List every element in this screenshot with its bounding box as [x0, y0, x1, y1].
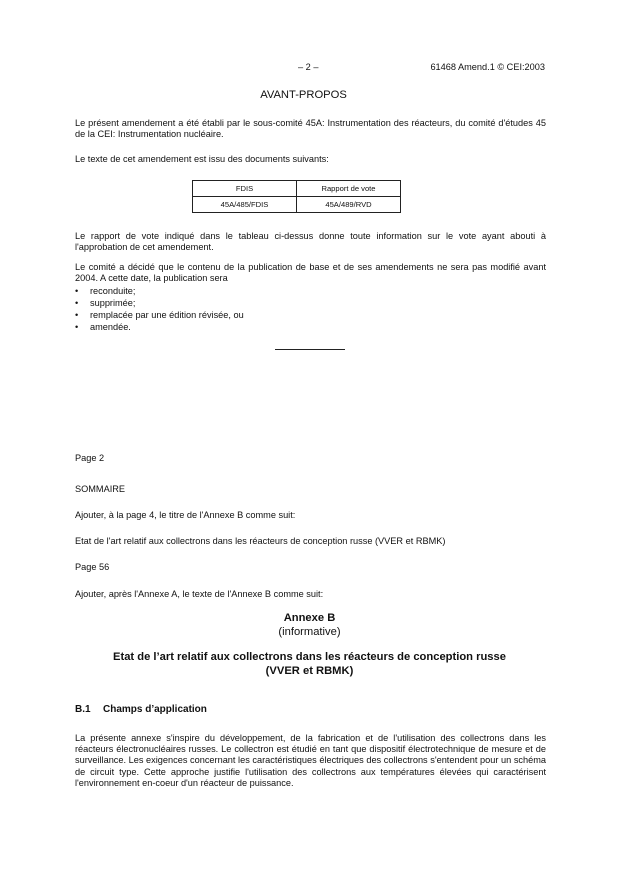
annex-title-entry: Etat de l'art relatif aux collectrons dans les réacteurs de conception russe (VVER et RBMK) [75, 536, 446, 546]
voting-documents-table [192, 180, 401, 213]
bullet-icon: • [75, 298, 79, 308]
table-header: Rapport de vote [297, 181, 401, 197]
section-number: B.1 [75, 704, 91, 715]
table-row [193, 197, 401, 213]
section-title: Champs d’application [103, 704, 207, 715]
annex-type: (informative) [278, 626, 341, 638]
table-cell: 45A/485/FDIS [193, 197, 297, 213]
list-item-text: supprimée; [90, 298, 136, 308]
list-item-text: reconduite; [90, 286, 136, 296]
list-item [75, 322, 131, 332]
table-header: FDIS [193, 181, 297, 197]
page-number: – 2 – [298, 62, 319, 72]
list-item [75, 298, 135, 308]
list-item-text: remplacée par une édition révisée, ou [90, 310, 244, 320]
table-cell: 45A/489/RVD [297, 197, 401, 213]
section-heading [75, 704, 207, 715]
table-header-row [193, 181, 401, 197]
add-title-instruction: Ajouter, à la page 4, le titre de l'Annexe B comme suit: [75, 510, 296, 520]
foreword-paragraph-3: Le rapport de vote indiqué dans le tableau ci-dessus donne toute information sur le vote ayant abouti à l'approbation de cet amendement. [75, 231, 546, 253]
separator-rule [275, 349, 345, 350]
annex-title-line-1: Etat de l’art relatif aux collectrons dans les réacteurs de conception russe [113, 651, 506, 663]
sommaire-heading: SOMMAIRE [75, 484, 126, 494]
bullet-icon: • [75, 310, 79, 320]
add-text-instruction: Ajouter, après l'Annexe A, le texte de l'Annexe B comme suit: [75, 589, 324, 599]
document-reference: 61468 Amend.1 © CEI:2003 [430, 62, 545, 72]
foreword-paragraph-2: Le texte de cet amendement est issu des documents suivants: [75, 154, 329, 164]
annex-title-line-2: (VVER et RBMK) [265, 665, 354, 677]
bullet-icon: • [75, 322, 79, 332]
foreword-title: AVANT-PROPOS [260, 89, 347, 101]
list-item [75, 286, 135, 296]
bullet-icon: • [75, 286, 79, 296]
list-item [75, 310, 244, 320]
foreword-paragraph-1: Le présent amendement a été établi par le sous-comité 45A: Instrumentation des réacteurs, du comité d'études 45 de la CEI: Instrumentation nucléaire. [75, 118, 546, 140]
page-2-label: Page 2 [75, 453, 105, 463]
annex-label: Annexe B [283, 612, 336, 624]
section-body: La présente annexe s'inspire du développement, de la fabrication et de l'utilisation des collectrons dans les réacteurs électronucléaires russes. Le collectron est étudié en tant que dispositif électrotechnique de mesure et de surveillance. Les exigences concernant les caractéristiques électriques des collectrons s'entendent pour un schéma de circuit type. Cette approche justifie l'utilisation des collectrons aux températures élevées qui caractérisent l'environnement en-coeur d'un réacteur de puissance. [75, 733, 546, 788]
foreword-paragraph-4: Le comité a décidé que le contenu de la publication de base et de ses amendements ne sera pas modifié avant 2004. A cette date, la publication sera [75, 262, 546, 284]
page-56-label: Page 56 [75, 562, 110, 572]
list-item-text: amendée. [90, 322, 131, 332]
